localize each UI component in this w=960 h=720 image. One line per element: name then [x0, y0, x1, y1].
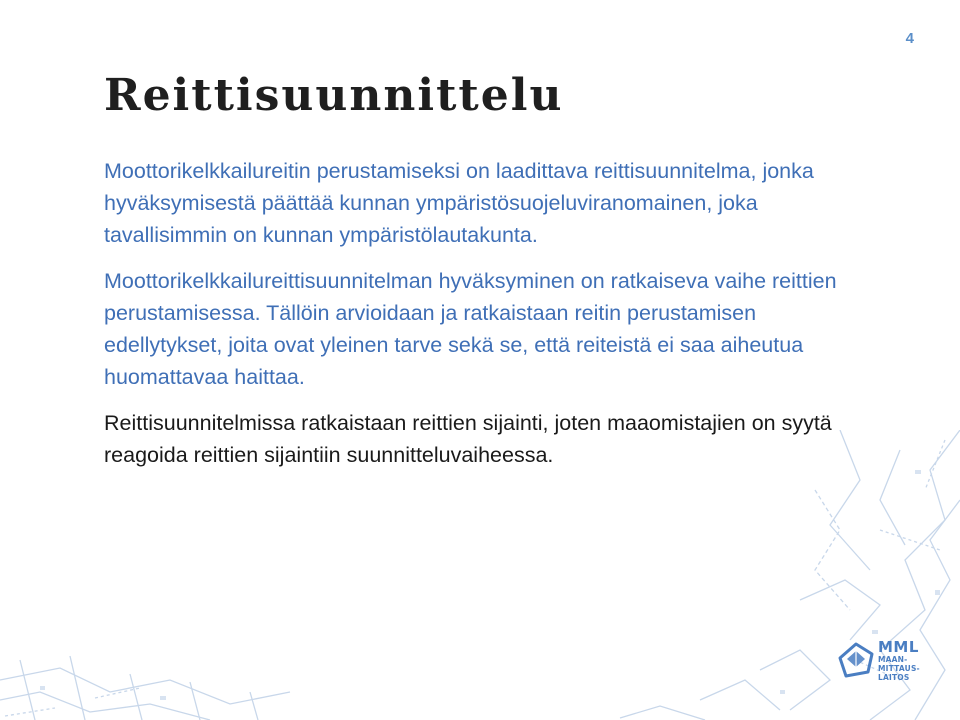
slide-title: Reittisuunnittelu [104, 70, 564, 121]
mml-logo-mark-icon [838, 642, 874, 678]
page-number: 4 [905, 30, 914, 47]
logo-abbreviation: MML [878, 638, 919, 656]
mml-logo-text [878, 640, 920, 682]
paragraph-1: Moottorikelkkailureitin perustamiseksi on laadittava reittisuunnitelma, jonka hyväksymisestä päättää kunnan ympäristösuojeluviranomainen, joka tavallisimmin on kunnan ympäristölautakunta. [104, 159, 814, 247]
logo-line-1: MAAN- [878, 655, 908, 664]
logo-line-3: LAITOS [878, 673, 910, 682]
logo-line-2: MITTAUS- [878, 664, 920, 673]
mml-logo [838, 640, 928, 698]
slide-body [104, 155, 864, 481]
paragraph-2: Moottorikelkkailureittisuunnitelman hyväksyminen on ratkaiseva vaihe reittien perustamisessa. Tällöin arvioidaan ja ratkaistaan reitin perustamisen edellytykset, joita ovat yleinen tarve sekä se, että reiteistä ei saa aiheutua huomattavaa haittaa. [104, 269, 837, 389]
paragraph-3: Reittisuunnitelmissa ratkaistaan reittien sijainti, joten maaomistajien on syytä reagoida reittien sijaintiin suunnitteluvaiheessa. [104, 411, 832, 467]
